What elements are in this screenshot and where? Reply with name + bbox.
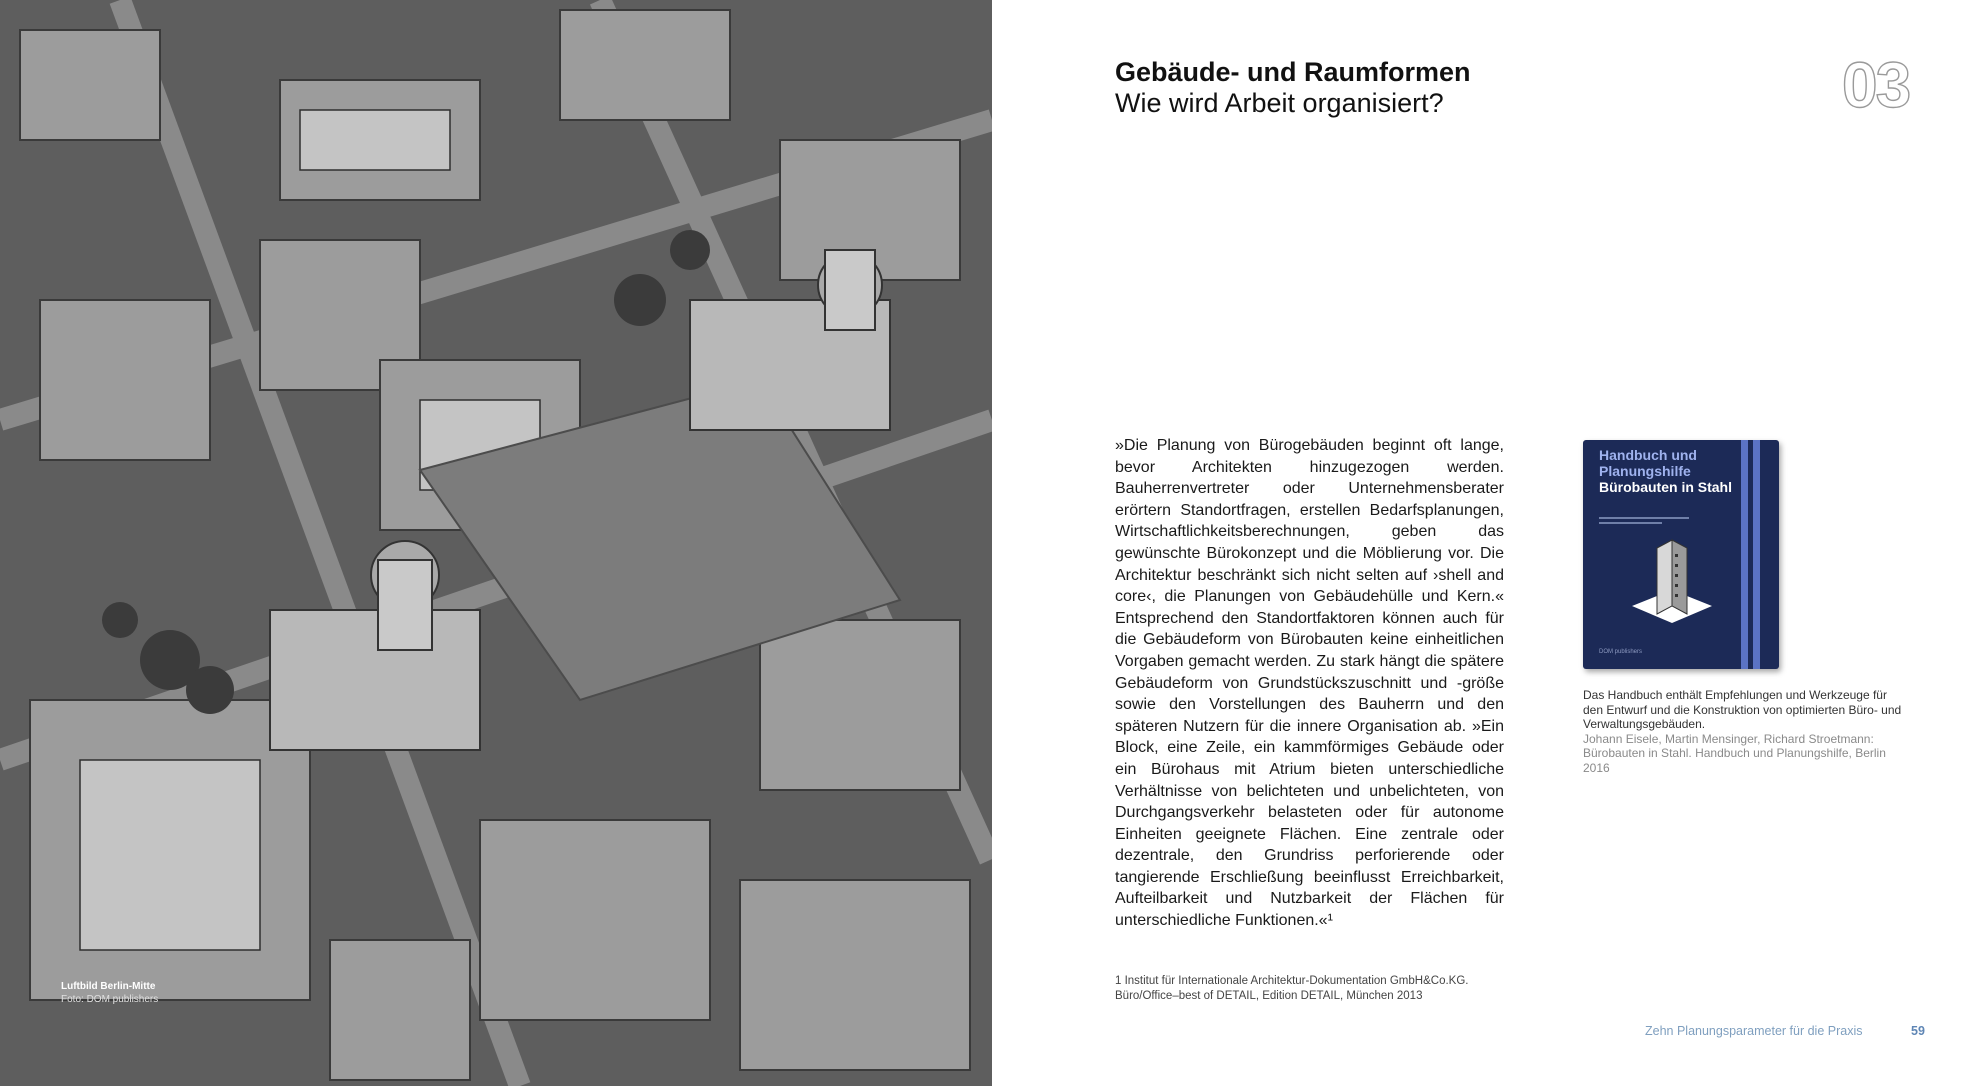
photo-caption-credit: Foto: DOM publishers (61, 994, 159, 1005)
running-title: Zehn Planungsparameter für die Praxis (1645, 1024, 1863, 1038)
book-caption (1583, 688, 1903, 775)
footnote (1115, 974, 1515, 1004)
photo-caption (61, 980, 158, 1006)
chapter-number: 03 (1842, 49, 1910, 121)
footnote-line-1: 1 Institut für Internationale Architektur-Dokumentation GmbH&Co.KG. (1115, 975, 1469, 987)
page-number: 59 (1911, 1024, 1925, 1038)
book-cover (1583, 440, 1779, 669)
book-cover-authors (1599, 517, 1689, 525)
footnote-line-2: Büro/Office–best of DETAIL, Edition DETAIL, München 2013 (1115, 990, 1423, 1002)
book-publisher: DOM publishers (1599, 649, 1643, 655)
body-text: »Die Planung von Bürogebäuden beginnt oft lange, bevor Architekten hinzugezogen werden. Bauherrenvertreter oder Unternehmensberater erörtern Standortfragen, erstellen Bedarfsplanungen, Wirtschaftlichkeitsberechnungen, geben das gewünschte Bürokonzept und die Möblierung vor. Die Architektur beschränkt sich nicht selten auf ›shell and core‹, die Planungen von Gebäudehülle und Kern.« Entsprechend den Standortfaktoren können auch für die Gebäudeform von Bürobauten keine einheitlichen Vorgaben gemacht werden. Zu stark hängt die spätere Gebäudeform von Grundstückszuschnitt und -größe sowie den Vorstellungen des Bauherrn und den späteren Nutzern für die innere Organisation ab. »Ein Block, eine Zeile, ein kammförmiges Gebäude oder ein Bürohaus mit Atrium bieten unterschiedliche Verhältnisse von belichteten und unbelichteten, von Durchgangsverkehr belasteten oder für autonome Einheiten geeignete Flächen. Eine zentrale oder dezentrale, den Grundriss perforierende oder tangierende Erschließung beeinflusst Erreichbarkeit, Aufteilbarkeit und Nutzbarkeit der Flächen für unterschiedliche Funktionen.«¹ (1115, 437, 1504, 930)
book-cover-title: Handbuch und Planungshilfe (1599, 447, 1697, 479)
steel-column-icon (1627, 528, 1717, 628)
book-caption-text: Das Handbuch enthält Empfehlungen und Werkzeuge für den Entwurf und die Konstruktion von optimierten Büro- und Verwaltungsgebäuden. (1583, 688, 1902, 731)
photo-caption-title: Luftbild Berlin-Mitte (61, 981, 156, 992)
page-subtitle: Wie wird Arbeit organisiert? (1115, 88, 1444, 118)
book-cover-subtitle: Bürobauten in Stahl (1599, 479, 1732, 495)
book-reference: Johann Eisele, Martin Mensinger, Richard Stroetmann: Bürobauten in Stahl. Handbuch und Planungshilfe, Berlin 2016 (1583, 731, 1886, 775)
page-title: Gebäude- und Raumformen (1115, 57, 1471, 87)
